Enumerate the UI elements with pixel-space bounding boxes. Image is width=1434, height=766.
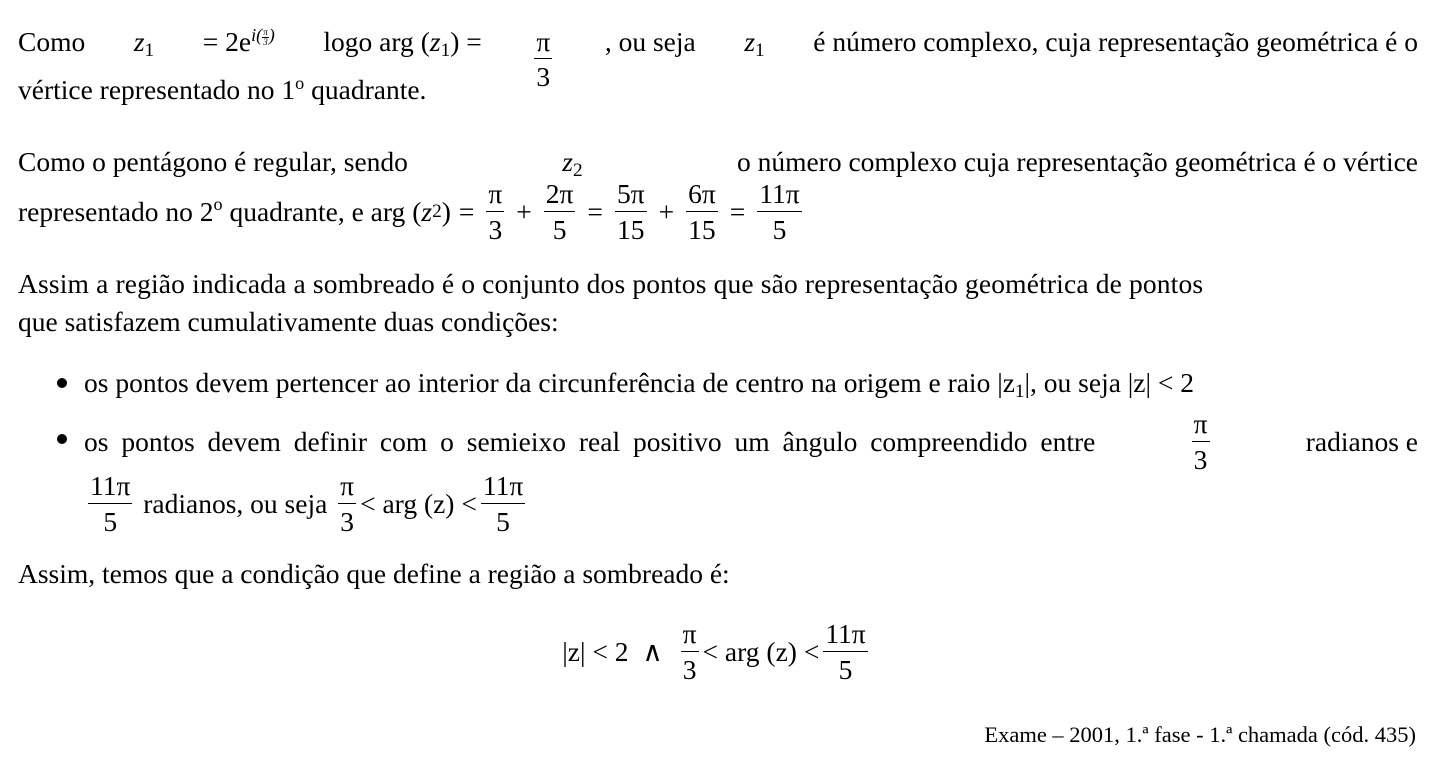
bullet-1: os pontos devem pertencer ao interior da circunferência de centro na origem e raio $|z_1|$, ou seja |z| < 2 xyxy=(84,367,1195,402)
fraction: $\frac{11\pi}{5}$ xyxy=(825,618,866,685)
bullet-dot xyxy=(57,434,67,444)
fraction: $\frac{\pi}{3}$ xyxy=(682,618,697,685)
final-condition: |z| < 2 ∧ $\frac{\pi}{3}$ < arg (z) < $\frac{11\pi}{5}$ xyxy=(562,618,866,685)
text-logo-arg: logo arg xyxy=(323,25,414,57)
fraction: $\frac{\pi}{3}$ xyxy=(488,178,503,245)
var-z1: z xyxy=(133,25,145,57)
equals-2e: = 2e xyxy=(202,25,252,57)
bullet-2-line-1: os pontos devem definir com o semieixo real positivo um ângulo compreendido entre $\frac{\pi}{3}$ radianos e xyxy=(84,408,1418,475)
fraction: $\frac{11\pi}{5}$ xyxy=(482,470,524,537)
sub-1: 1 xyxy=(144,39,155,61)
fraction-pi-3: $\frac{\pi}{3}$ xyxy=(536,25,551,93)
fraction: $\frac{11\pi}{5}$ xyxy=(90,470,131,537)
bullet-dot xyxy=(57,378,67,388)
paragraph-1-line-2: vértice representado no 1$^o$ quadrante. xyxy=(18,73,427,105)
fraction: $\frac{2\pi}{5}$ xyxy=(545,178,574,245)
fraction: $\frac{\pi}{3}$ xyxy=(1193,408,1208,475)
paragraph-4: Assim, temos que a condição que define a região a sombreado é: xyxy=(18,558,730,589)
paragraph-2-line-2: representado no 2 o quadrante, e arg ( z 2 ) = $\frac{\pi}{3}$ + $\frac{2\pi}{5}$ = $\frac{5\pi}{15}$ + $\frac{6\pi}{15}$ = $\frac{11\pi}{5}$ xyxy=(18,178,800,245)
bullet-2-line-2: $\frac{11\pi}{5}$ radianos, ou seja $\frac{\pi}{3}$ < arg (z) < $\frac{11\pi}{5}$ xyxy=(90,470,524,537)
text-p1-tail: é número complexo, cuja representação geométrica é o xyxy=(813,25,1418,57)
fraction: $\frac{11\pi}{5}$ xyxy=(759,178,800,245)
exp-fraction: $\frac{\pi}{3}$ xyxy=(263,26,268,48)
fraction: $\frac{\pi}{3}$ xyxy=(340,470,355,537)
paragraph-3-line-1: Assim a região indicada a sombreado é o conjunto dos pontos que são representação geométrica de pontos xyxy=(18,268,1204,299)
paragraph-1-line-1: Como $z_1$ = $2e^{i( \frac{\pi}{3} )}$ logo arg $(z_1)$ = $\frac{\pi}{3}$ , ou seja $z_1$ é número complexo, cuja representação geométrica é o xyxy=(18,25,1418,93)
source-citation: Exame – 2001, 1.ª fase - 1.ª chamada (cód. 435) xyxy=(984,722,1416,747)
exp-i: i xyxy=(251,25,257,45)
paragraph-3-line-2: que satisfazem cumulativamente duas condições: xyxy=(18,306,559,337)
text-ou-seja: , ou seja xyxy=(604,25,696,57)
fraction: $\frac{5\pi}{15}$ xyxy=(616,178,645,245)
text-como: Como xyxy=(18,25,86,57)
fraction: $\frac{6\pi}{15}$ xyxy=(688,178,716,245)
paragraph-2-line-1: Como o pentágono é regular, sendo $z_2$ o número complexo cuja representação geométrica é o vértice xyxy=(18,146,1418,181)
